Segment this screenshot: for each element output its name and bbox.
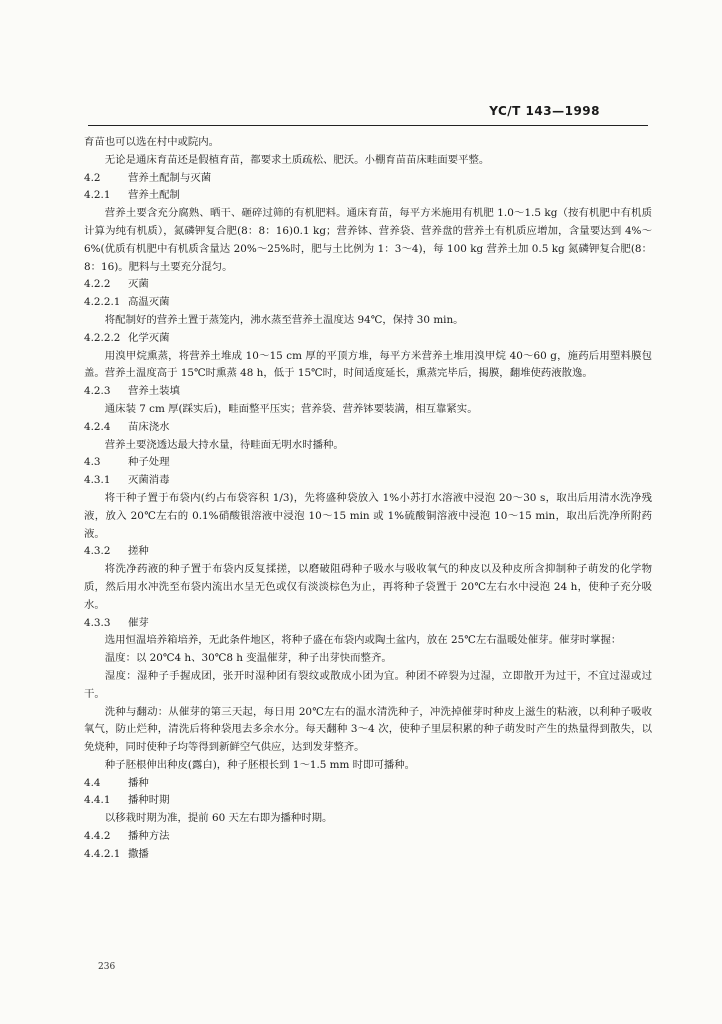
section-number: 4.3.3 bbox=[84, 616, 111, 629]
section-heading bbox=[84, 846, 652, 864]
page-number: 236 bbox=[98, 962, 116, 972]
section-title: 播种时期 bbox=[128, 794, 170, 807]
body-text bbox=[84, 134, 652, 864]
section-title: 化学灭菌 bbox=[128, 331, 170, 344]
section-heading bbox=[84, 383, 652, 401]
paragraph: 用溴甲烷熏蒸，将营养土堆成 10～15 cm 厚的平顶方堆，每平方米营养土堆用溴甲烷 40～60 g，施药后用塑料膜包盖。营养土温度高于 15℃时熏蒸 48 h，低于 15℃时，时间适度延长，熏蒸完毕后，揭膜，翻堆使药液散逸。 bbox=[84, 349, 652, 380]
section-number: 4.4.2.1 bbox=[84, 847, 121, 860]
section-number: 4.4.2 bbox=[84, 830, 111, 843]
section-title: 高温灭菌 bbox=[128, 296, 170, 309]
paragraph: 无论是通床育苗还是假植育苗，都要求土质疏松、肥沃。小棚育苗苗床畦面要平整。 bbox=[104, 153, 490, 166]
section-number: 4.2 bbox=[84, 171, 101, 184]
paragraph: 温度：以 20℃4 h、30℃8 h 变温催芽，种子出芽快而整齐。 bbox=[104, 652, 392, 665]
section-title: 营养土装填 bbox=[128, 385, 180, 398]
paragraph: 营养土要含充分腐熟、晒干、砸碎过筛的有机肥料。通床育苗，每平方米施用有机肥 1.0～1.5 kg（按有机肥中有机质计算为纯有机质），氮磷钾复合肥(8：8：16)0.1 kg；营养钵、营养袋、营养盘的营养土有机质应增加，含量要达到 4%～6%(优质有机肥中有机质含量达 20%～25%时，肥与土比例为 1：3～4)，每 100 kg 营养土加 0.5 kg 氮磷钾复合肥(8：8：16)。肥料与土要充分混匀。 bbox=[84, 207, 652, 273]
section-number: 4.4 bbox=[84, 776, 101, 789]
section-title: 搓种 bbox=[128, 545, 149, 558]
section-number: 4.2.2.1 bbox=[84, 296, 121, 309]
section-title: 种子处理 bbox=[128, 456, 170, 469]
paragraph: 选用恒温培养箱培养，无此条件地区，将种子盛在布袋内或陶土盆内，放在 25℃左右温暖处催芽。催芽时掌握： bbox=[104, 634, 622, 647]
paragraph: 洗种与翻动：从催芽的第三天起，每日用 20℃左右的温水清洗种子，冲洗掉催芽时种皮上滋生的粘液，以利种子吸收氧气，防止烂种，清洗后将种袋甩去多余水分。每天翻种 3～4 次，使种子里层积累的种子萌发时产生的热量得到散失，以免烧种，同时使种子均等得到新鲜空气供应，达到发芽整齐。 bbox=[84, 705, 652, 754]
section-number: 4.2.4 bbox=[84, 420, 111, 433]
section-heading bbox=[84, 276, 652, 294]
section-title: 苗床浇水 bbox=[128, 420, 170, 433]
section-heading bbox=[84, 543, 652, 561]
section-number: 4.2.2 bbox=[84, 278, 111, 291]
section-number: 4.2.1 bbox=[84, 189, 111, 202]
section-heading bbox=[84, 419, 652, 437]
section-number: 4.3.2 bbox=[84, 545, 111, 558]
section-title: 催芽 bbox=[128, 616, 149, 629]
paragraph: 种子胚根伸出种皮(露白)，种子胚根长到 1～1.5 mm 时即可播种。 bbox=[104, 758, 416, 771]
section-number: 4.2.3 bbox=[84, 385, 111, 398]
paragraph: 将配制好的营养土置于蒸笼内，沸水蒸至营养土温度达 94℃，保持 30 min。 bbox=[104, 313, 464, 326]
section-heading bbox=[84, 775, 652, 793]
section-number: 4.4.1 bbox=[84, 794, 111, 807]
section-heading bbox=[84, 792, 652, 810]
section-title: 营养土配制与灭菌 bbox=[128, 171, 212, 184]
section-heading bbox=[84, 615, 652, 633]
section-number: 4.3.1 bbox=[84, 474, 111, 487]
section-title: 营养土配制 bbox=[128, 189, 180, 202]
section-heading bbox=[84, 472, 652, 490]
section-heading bbox=[84, 170, 652, 188]
paragraph: 通床装 7 cm 厚(踩实后)，畦面整平压实；营养袋、营养钵要装满，相互靠紧实。 bbox=[104, 402, 478, 415]
paragraph: 将洗净药液的种子置于布袋内反复揉搓，以磨破阻碍种子吸水与吸收氧气的种皮以及种皮所含抑制种子萌发的化学物质，然后用水冲洗至布袋内流出水呈无色或仅有淡淡棕色为止，再将种子袋置于 20℃左右水中浸泡 24 h，使种子充分吸水。 bbox=[84, 563, 652, 611]
header-rule bbox=[88, 125, 648, 126]
paragraph: 育苗也可以选在村中或院内。 bbox=[84, 136, 220, 148]
section-number: 4.2.2.2 bbox=[84, 331, 121, 344]
section-title: 灭菌 bbox=[128, 278, 149, 291]
section-heading bbox=[84, 187, 652, 205]
section-heading bbox=[84, 330, 652, 348]
section-title: 播种 bbox=[128, 776, 149, 789]
section-title: 播种方法 bbox=[128, 830, 170, 843]
section-title: 撒播 bbox=[128, 847, 149, 860]
paragraph: 营养土要浇透达最大持水量，待畦面无明水时播种。 bbox=[104, 438, 344, 451]
paragraph: 以移栽时期为准，提前 60 天左右即为播种时期。 bbox=[104, 812, 333, 825]
section-heading bbox=[84, 294, 652, 312]
standard-code: YC/T 143—1998 bbox=[489, 104, 600, 118]
section-heading bbox=[84, 454, 652, 472]
section-heading bbox=[84, 828, 652, 846]
section-number: 4.3 bbox=[84, 456, 101, 469]
paragraph: 将干种子置于布袋内(约占布袋容积 1/3)，先将盛种袋放入 1%小苏打水溶液中浸泡 20～30 s，取出后用清水洗净残液，放入 20℃左右的 0.1%硝酸银溶液中浸泡 10～15 min 或 1%硫酸铜溶液中浸泡 10～15 min，取出后洗净所附药液。 bbox=[84, 491, 652, 540]
section-title: 灭菌消毒 bbox=[128, 474, 170, 487]
paragraph: 湿度：湿种子手握成团，张开时湿种团有裂纹或散成小团为宜。种团不碎裂为过湿，立即散开为过干，不宜过湿或过干。 bbox=[84, 669, 652, 700]
